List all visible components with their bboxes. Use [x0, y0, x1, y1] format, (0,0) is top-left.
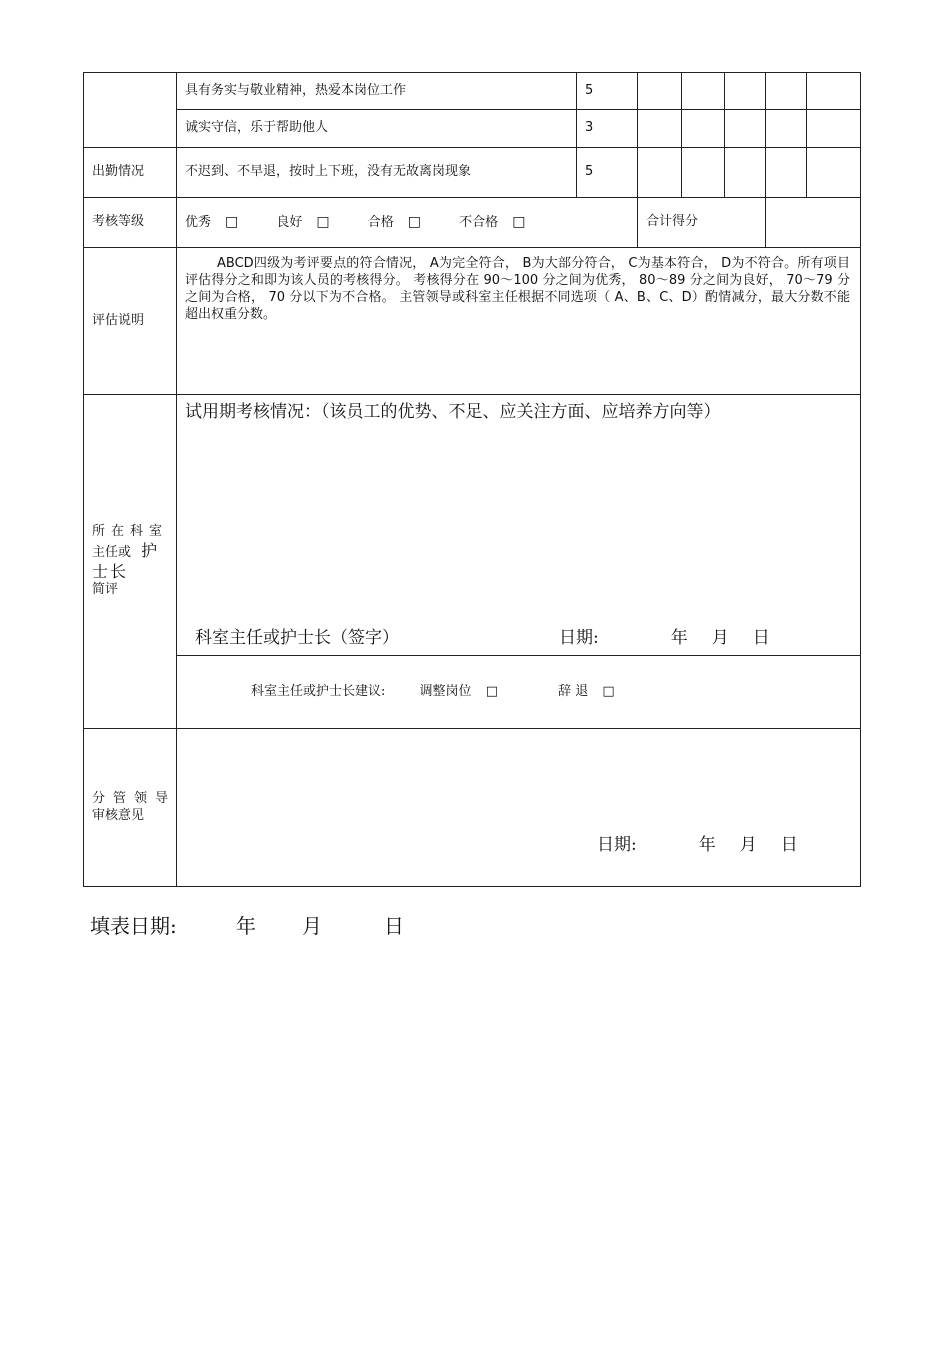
table-row — [84, 729, 861, 887]
total-score-label: 合计得分 — [638, 198, 766, 248]
supervisor-label-line: 士长 — [92, 561, 129, 581]
day-label: 日 — [384, 914, 404, 938]
supervisor-signature-label: 科室主任或护士长（签字） — [195, 627, 399, 648]
checkbox-icon[interactable]: □ — [225, 214, 239, 231]
score-input-c[interactable] — [725, 110, 766, 148]
table-row — [84, 110, 861, 148]
criterion-text: 诚实守信，乐于帮助他人 — [177, 110, 577, 148]
weight-score: 5 — [577, 148, 638, 198]
leader-date — [597, 834, 822, 856]
supervisor-label-line — [92, 541, 176, 562]
date-label: 日期: — [559, 627, 599, 648]
date-label: 日期: — [597, 834, 637, 855]
checkbox-icon[interactable]: □ — [602, 683, 615, 699]
score-input-d[interactable] — [766, 73, 807, 110]
checkbox-icon[interactable]: □ — [485, 683, 498, 699]
suggestion-option-label: 辞 退 — [558, 683, 589, 699]
score-input-total[interactable] — [807, 73, 861, 110]
suggestion-option-label: 调整岗位 — [419, 683, 472, 699]
criterion-text: 具有务实与敬业精神，热爱本岗位工作 — [177, 73, 577, 110]
grade-label: 考核等级 — [84, 198, 177, 248]
month-label: 月 — [739, 834, 757, 855]
leader-review-area[interactable] — [177, 729, 861, 887]
supervisor-label-part: 护 — [141, 540, 160, 560]
score-input-b[interactable] — [682, 148, 725, 198]
grade-options — [177, 198, 638, 248]
grade-option-pass[interactable] — [368, 213, 421, 232]
fill-date-label: 填表日期: — [90, 914, 177, 938]
month-label: 月 — [302, 914, 322, 938]
evaluation-form-table — [83, 72, 861, 887]
leader-review-label — [84, 729, 177, 887]
suggestion-option-transfer[interactable] — [420, 684, 503, 699]
explanation-label: 评估说明 — [84, 248, 177, 395]
supervisor-review-area[interactable] — [177, 395, 861, 656]
score-input-a[interactable] — [638, 110, 682, 148]
grade-option-fail[interactable] — [459, 213, 525, 232]
score-input-total[interactable] — [807, 110, 861, 148]
grade-option-excellent[interactable] — [185, 213, 238, 232]
fill-date — [90, 910, 404, 939]
table-row — [84, 73, 861, 110]
grade-option-label: 合格 — [367, 215, 394, 231]
score-input-b[interactable] — [682, 110, 725, 148]
year-label: 年 — [670, 627, 688, 648]
score-input-total[interactable] — [807, 148, 861, 198]
table-row — [84, 248, 861, 395]
score-input-a[interactable] — [638, 148, 682, 198]
checkbox-icon[interactable]: □ — [407, 214, 422, 231]
attendance-label: 出勤情况 — [84, 148, 177, 198]
score-input-a[interactable] — [638, 73, 682, 110]
score-input-c[interactable] — [725, 148, 766, 198]
month-label: 月 — [711, 627, 729, 648]
supervisor-review-label — [84, 395, 177, 729]
checkbox-icon[interactable]: □ — [316, 214, 330, 231]
weight-score: 5 — [577, 73, 638, 110]
category-cell-empty — [84, 73, 177, 148]
table-row — [84, 656, 861, 729]
grade-option-good[interactable] — [276, 213, 329, 232]
table-row — [84, 148, 861, 198]
day-label: 日 — [752, 627, 770, 648]
supervisor-suggestion — [177, 656, 861, 729]
score-input-d[interactable] — [766, 110, 807, 148]
day-label: 日 — [780, 834, 798, 855]
review-title: 试用期考核情况：（该员工的优势、不足、应关注方面、应培养方向等） — [185, 402, 721, 422]
supervisor-date — [559, 627, 794, 649]
supervisor-label-part: 主任或 — [92, 544, 132, 560]
suggestion-label: 科室主任或护士长建议: — [251, 683, 386, 699]
score-input-d[interactable] — [766, 148, 807, 198]
grade-option-label: 不合格 — [459, 215, 499, 231]
grade-option-label: 良好 — [276, 215, 303, 231]
criterion-text: 不迟到、不早退，按时上下班，没有无故离岗现象 — [177, 148, 577, 198]
supervisor-label-line: 所在科室 — [92, 523, 169, 539]
table-row — [84, 198, 861, 248]
weight-score: 3 — [577, 110, 638, 148]
year-label: 年 — [236, 914, 256, 938]
total-score-input[interactable] — [766, 198, 861, 248]
score-input-c[interactable] — [725, 73, 766, 110]
year-label: 年 — [698, 834, 716, 855]
checkbox-icon[interactable]: □ — [512, 214, 526, 231]
leader-label-line: 分管领导 — [92, 790, 177, 806]
suggestion-option-dismiss[interactable] — [558, 684, 615, 699]
supervisor-label-line: 简评 — [92, 582, 119, 598]
grade-option-label: 优秀 — [185, 215, 212, 231]
explanation-text: ABCD四级为考评要点的符合情况， A为完全符合， B为大部分符合， C为基本符合， D为不符合。所有项目评估得分之和即为该人员的考核得分。 考核得分在 90～100 分之间为优秀， 80～89 分之间为良好， 70～79 分之间为合格， 70 分以下为不合格。 主管领导或科室主任根据不同选项（ A、B、C、D）酌情减分，最大分数不能超出权重分数。 — [177, 248, 861, 395]
table-row — [84, 395, 861, 656]
leader-label-line: 审核意见 — [92, 807, 145, 823]
score-input-b[interactable] — [682, 73, 725, 110]
